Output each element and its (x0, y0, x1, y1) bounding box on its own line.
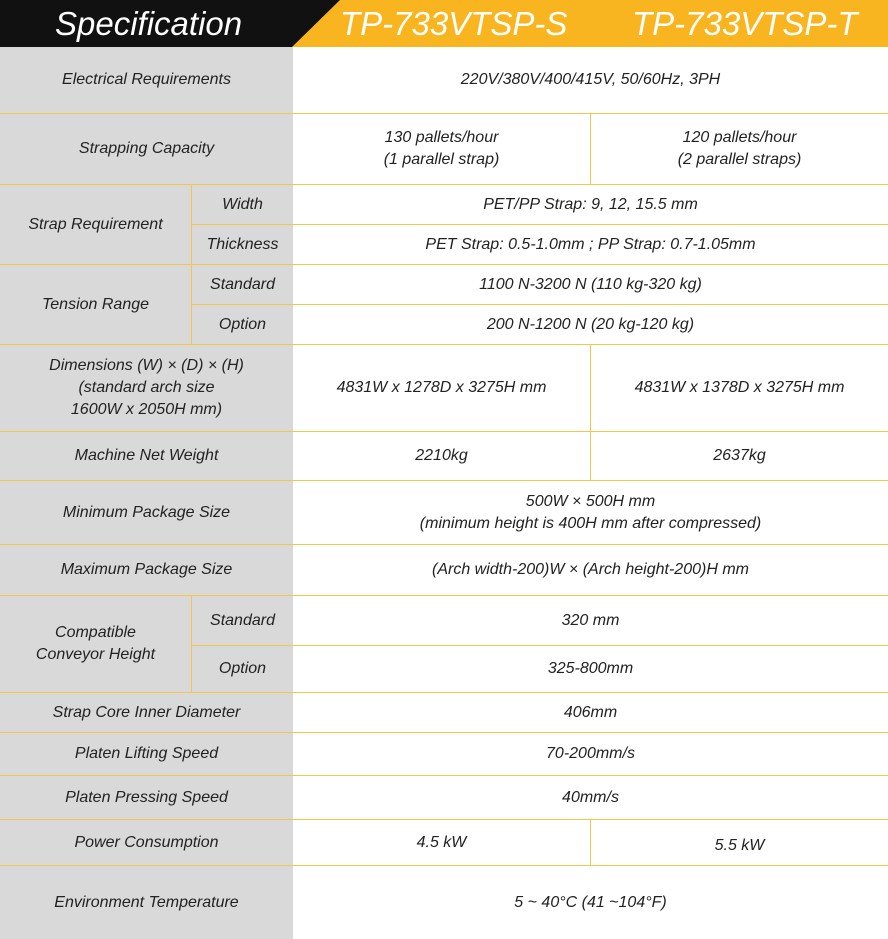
col-divider (191, 185, 192, 344)
strapping-capacity-t-line2: (2 parallel straps) (677, 151, 802, 168)
strap-thickness-label: Thickness (192, 225, 293, 264)
conveyor-option-value: 325-800mm (293, 646, 888, 692)
strap-width-label: Width (192, 185, 293, 224)
pressing-speed-label: Platen Pressing Speed (0, 776, 293, 819)
tension-standard-label: Standard (192, 265, 293, 304)
col-divider (590, 114, 591, 184)
core-diameter-label: Strap Core Inner Diameter (0, 693, 293, 732)
conveyor-option-label: Option (192, 646, 293, 692)
min-package-label: Minimum Package Size (0, 481, 293, 544)
row-divider (0, 865, 888, 866)
spec-header-label: Specification (55, 5, 243, 42)
min-package-value-line2: (minimum height is 400H mm after compressed) (419, 514, 762, 532)
conveyor-height-label (0, 596, 191, 692)
row-divider (192, 645, 888, 646)
strapping-capacity-s (293, 114, 590, 184)
lifting-speed-label: Platen Lifting Speed (0, 733, 293, 775)
row-divider (0, 184, 888, 185)
net-weight-t-value: 2637kg (591, 432, 888, 480)
strap-thickness-value: PET Strap: 0.5-1.0mm ; PP Strap: 0.7-1.05mm (293, 225, 888, 264)
electrical-label: Electrical Requirements (0, 47, 293, 113)
strapping-capacity-t (591, 114, 888, 184)
row-divider (0, 595, 888, 596)
power-s-value: 4.5 kW (293, 820, 590, 865)
tension-option-label: Option (192, 305, 293, 344)
conveyor-height-label-line1: Compatible (55, 624, 136, 641)
col-divider (191, 596, 192, 692)
row-divider (0, 819, 888, 820)
net-weight-s-value: 2210kg (293, 432, 590, 480)
col-divider (590, 820, 591, 865)
tension-standard-value: 1100 N-3200 N (110 kg-320 kg) (293, 265, 888, 304)
model-1-header: TP-733VTSP-S (340, 5, 568, 42)
col-divider (590, 345, 591, 480)
core-diameter-value: 406mm (293, 693, 888, 732)
conveyor-standard-label: Standard (192, 596, 293, 645)
tension-range-label: Tension Range (0, 265, 191, 344)
pressing-speed-value: 40mm/s (293, 776, 888, 819)
power-t-value: 5.5 kW (591, 820, 888, 865)
row-divider (0, 480, 888, 481)
row-divider (0, 113, 888, 114)
min-package-value (293, 481, 888, 544)
row-divider (0, 692, 888, 693)
row-divider (192, 224, 888, 225)
model-2-header: TP-733VTSP-T (632, 5, 858, 42)
electrical-value: 220V/380V/400/415V, 50/60Hz, 3PH (293, 47, 888, 113)
strap-requirement-label: Strap Requirement (0, 185, 191, 264)
dimensions-label-line1: Dimensions (W) × (D) × (H) (49, 357, 244, 374)
dimensions-label (0, 345, 293, 431)
temperature-label: Environment Temperature (0, 866, 293, 939)
row-divider (0, 344, 888, 345)
strapping-capacity-s-line1: 130 pallets/hour (384, 129, 499, 146)
power-label: Power Consumption (0, 820, 293, 865)
max-package-label: Maximum Package Size (0, 545, 293, 595)
strap-width-value: PET/PP Strap: 9, 12, 15.5 mm (293, 185, 888, 224)
conveyor-standard-value: 320 mm (293, 596, 888, 645)
dimensions-label-line3: 1600W x 2050H mm) (70, 401, 223, 418)
row-divider (0, 775, 888, 776)
strapping-capacity-t-line1: 120 pallets/hour (682, 129, 797, 146)
strapping-capacity-s-line2: (1 parallel strap) (383, 151, 500, 168)
temperature-value: 5 ~ 40°C (41 ~104°F) (293, 866, 888, 939)
dimensions-t-value: 4831W x 1378D x 3275H mm (591, 345, 888, 431)
row-divider (192, 304, 888, 305)
conveyor-height-label-line2: Conveyor Height (35, 646, 156, 663)
net-weight-label: Machine Net Weight (0, 432, 293, 480)
min-package-value-line1: 500W × 500H mm (525, 492, 656, 510)
row-divider (0, 431, 888, 432)
row-divider (0, 732, 888, 733)
dimensions-label-line2: (standard arch size (78, 379, 215, 396)
lifting-speed-value: 70-200mm/s (293, 733, 888, 775)
tension-option-value: 200 N-1200 N (20 kg-120 kg) (293, 305, 888, 344)
row-divider (0, 264, 888, 265)
dimensions-s-value: 4831W x 1278D x 3275H mm (293, 345, 590, 431)
row-divider (0, 544, 888, 545)
strapping-capacity-label: Strapping Capacity (0, 114, 293, 184)
max-package-value: (Arch width-200)W × (Arch height-200)H mm (293, 545, 888, 595)
